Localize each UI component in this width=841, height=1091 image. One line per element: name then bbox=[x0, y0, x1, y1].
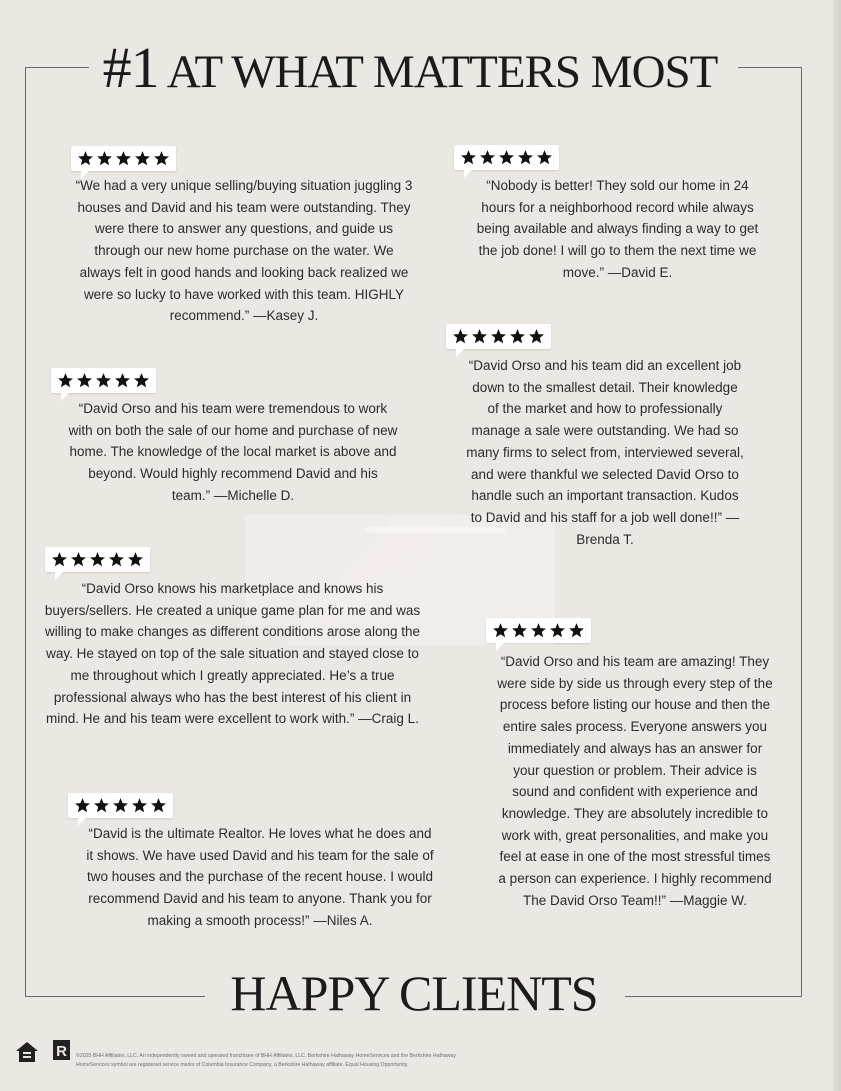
review-quote: “David is the ultimate Realtor. He loves what he does and it shows. We have used David and his team for the sale of two houses and the purchase of the recent house. I would recommend David and his team to anyone. Thank you for making a smooth process!” —Niles A. bbox=[86, 826, 434, 928]
star-icon bbox=[133, 372, 150, 389]
star-icon bbox=[549, 622, 566, 639]
five-star-rating bbox=[454, 145, 559, 170]
star-icon bbox=[517, 149, 534, 166]
star-icon bbox=[471, 328, 488, 345]
legal-footer bbox=[15, 1040, 475, 1070]
review-quote: “Nobody is better! They sold our home in 24 hours for a neighborhood record while always being available and always finding a way to get the job done! I will go to them the next time we move.” —David E. bbox=[476, 178, 759, 280]
star-icon bbox=[70, 551, 87, 568]
star-icon bbox=[153, 150, 170, 167]
review-quote: “We had a very unique selling/buying situation juggling 3 houses and David and his team were outstanding. They were there to answer any questions, and guide us through our new home purchase on the water. We always felt in good hands and looking back realized we were so lucky to have worked with this team. HIGHLY recommend.” —Kasey J. bbox=[75, 178, 413, 324]
star-icon bbox=[498, 149, 515, 166]
star-icon bbox=[112, 797, 129, 814]
page-edge bbox=[833, 0, 841, 1091]
star-icon bbox=[51, 551, 68, 568]
equal-housing-opportunity-icon bbox=[15, 1040, 39, 1064]
star-icon bbox=[528, 328, 545, 345]
review-quote: “David Orso knows his marketplace and knows his buyers/sellers. He created a unique game plan for me and was willing to make changes as different conditions arose along the way. He stayed on top of the sale situation and stayed close to me throughout which I greatly appreciated. He’s a true professional always who has the best interest of his client in mind. He and his team were excellent to work with.” —Craig L. bbox=[44, 581, 421, 727]
star-icon bbox=[134, 150, 151, 167]
review-quote: “David Orso and his team are amazing! They were side by side us through every step of the process before listing our house and then the entire sales process. Everyone answers you immediately and always has an answer for your question or problem. Their advice is sound and confident with experience and knowledge. They are absolutely incredible to work with, great personalities, and make you feel at ease in one of the most stressful times a person can experience. I highly recommend The David Orso Team!!” —Maggie W. bbox=[497, 654, 773, 908]
review-quote: “David Orso and his team were tremendous to work with on both the sale of our home and purchase of new home. The knowledge of the local market is above and beyond. Would highly recommend David and his team.” —Michelle D. bbox=[68, 401, 398, 503]
five-star-rating bbox=[486, 618, 591, 643]
star-icon bbox=[452, 328, 469, 345]
star-icon bbox=[127, 551, 144, 568]
star-icon bbox=[479, 149, 496, 166]
five-star-rating bbox=[68, 793, 173, 818]
five-star-rating bbox=[51, 368, 156, 393]
frame-right-rule bbox=[801, 67, 802, 997]
star-icon bbox=[492, 622, 509, 639]
star-icon bbox=[150, 797, 167, 814]
five-star-rating bbox=[446, 324, 551, 349]
star-icon bbox=[460, 149, 477, 166]
star-icon bbox=[511, 622, 528, 639]
star-icon bbox=[95, 372, 112, 389]
star-icon bbox=[57, 372, 74, 389]
page-title bbox=[0, 35, 820, 102]
star-icon bbox=[530, 622, 547, 639]
star-icon bbox=[114, 372, 131, 389]
star-icon bbox=[131, 797, 148, 814]
star-icon bbox=[536, 149, 553, 166]
title-text: AT WHAT MATTERS MOST bbox=[166, 46, 718, 98]
star-icon bbox=[74, 797, 91, 814]
star-icon bbox=[93, 797, 110, 814]
footer-title: HAPPY CLIENTS bbox=[230, 965, 598, 1021]
star-icon bbox=[108, 551, 125, 568]
star-icon bbox=[115, 150, 132, 167]
star-icon bbox=[490, 328, 507, 345]
star-icon bbox=[568, 622, 585, 639]
frame-left-rule bbox=[25, 67, 26, 997]
five-star-rating bbox=[71, 146, 176, 171]
title-number: #1 bbox=[102, 35, 159, 100]
svg-text:R: R bbox=[56, 1043, 67, 1060]
review-quote: “David Orso and his team did an excellent job down to the smallest detail. Their knowledge of the market and how to professionally manage a sale were outstanding. We had so many firms to select from, interviewed several, and were thankful we selected David Orso to handle such an important transaction. Kudos to David and his staff for a job well done!!” —Brenda T. bbox=[466, 358, 744, 547]
star-icon bbox=[89, 551, 106, 568]
legal-disclaimer: ©2025 BHH Affiliates, LLC. An independently owned and operated franchisee of BHH Affiliates, LLC. Berkshire Hathaway HomeServices and the Berkshire Hathaway HomeServices symbol are registered service marks of Columbia Insurance Company, a Berkshire Hathaway affiliate. Equal Housing Opportunity. bbox=[76, 1053, 456, 1068]
star-icon bbox=[77, 150, 94, 167]
five-star-rating bbox=[45, 547, 150, 572]
star-icon bbox=[509, 328, 526, 345]
star-icon bbox=[76, 372, 93, 389]
star-icon bbox=[96, 150, 113, 167]
